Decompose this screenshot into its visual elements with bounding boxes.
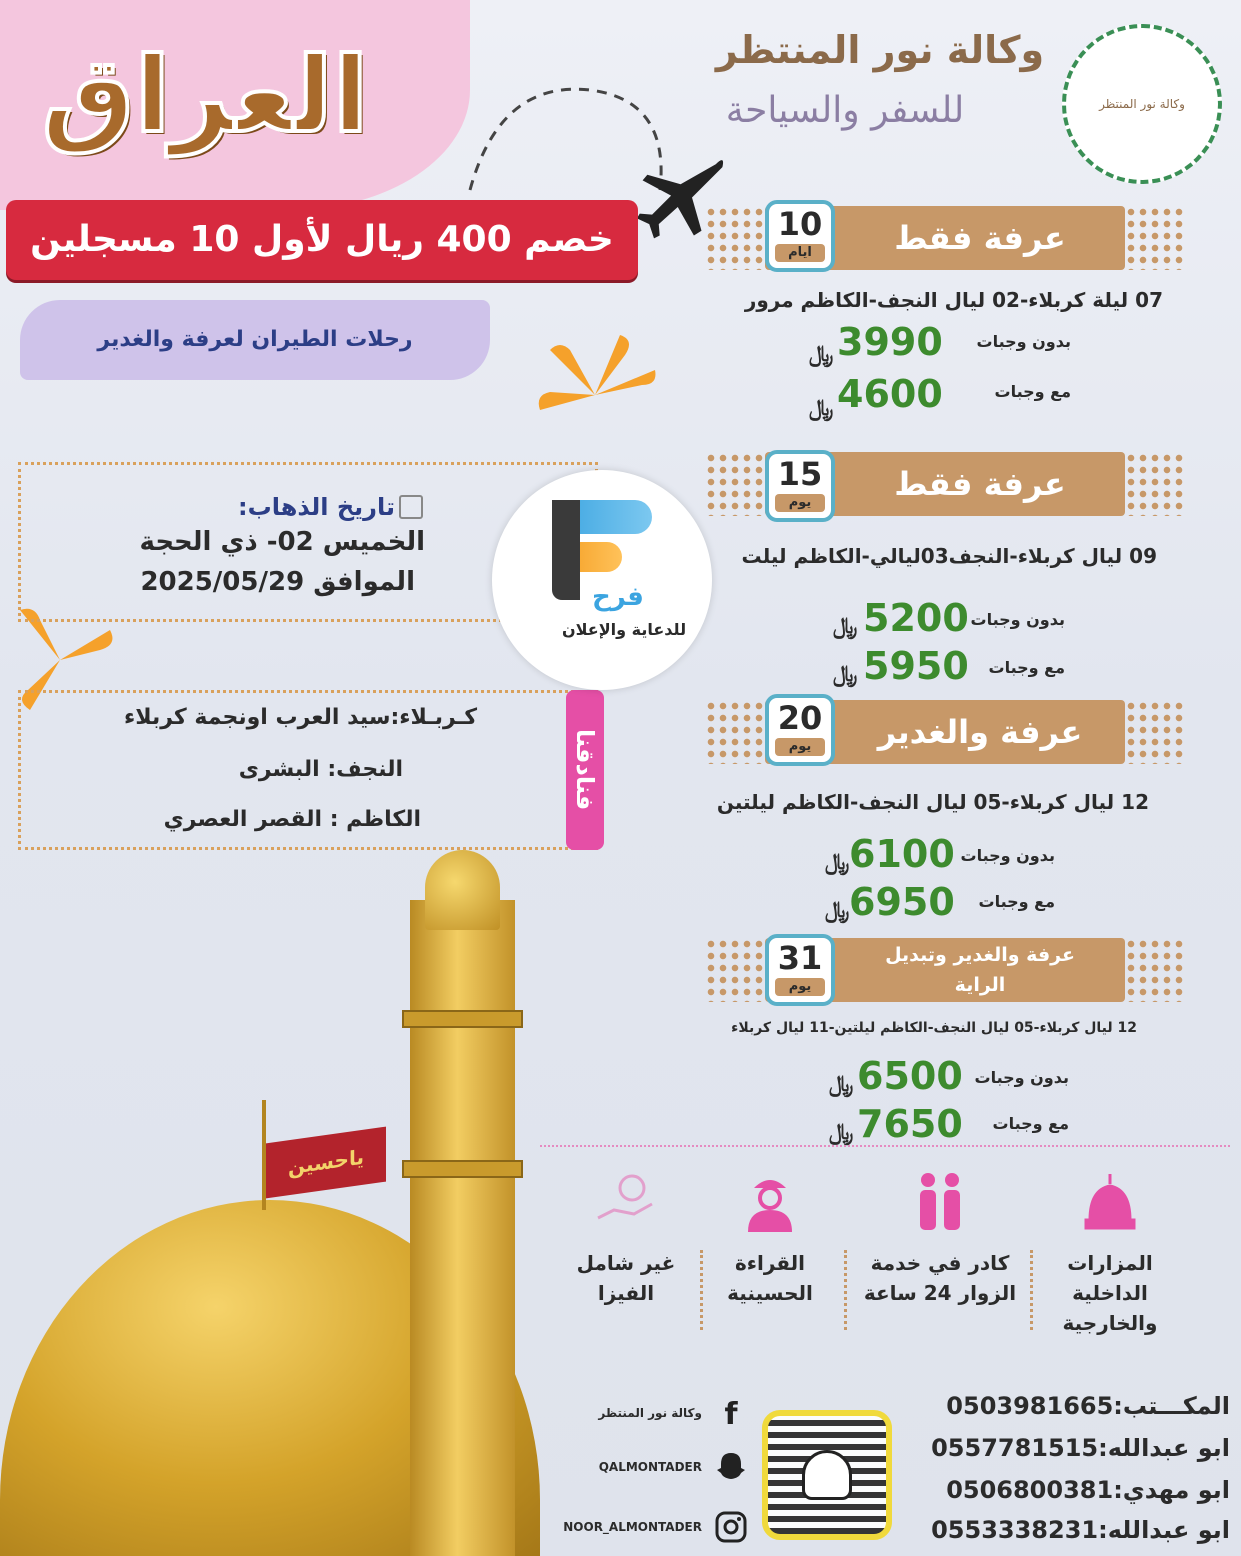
feature-recitation: [700, 1170, 840, 1308]
contact-abu-abdullah-1[interactable]: ابو عبدالله:0557781515: [931, 1434, 1230, 1462]
package-name: عرفة فقط: [765, 206, 1125, 270]
agency-name: وكالة نور المنتظر: [715, 28, 1045, 72]
feature-text-line3: والخارجية: [1062, 1311, 1158, 1335]
days-unit: يوم: [775, 494, 825, 512]
with-meals-price: 4600: [837, 372, 943, 416]
riyal-symbol: ﷼: [809, 342, 834, 367]
days-number: 20: [777, 699, 823, 737]
days-number: 10: [777, 205, 823, 243]
feature-shrines: [1030, 1170, 1190, 1338]
package-3: [705, 694, 1205, 934]
package-2: [705, 450, 1205, 690]
hotel-najaf: النجف: البشرى: [238, 757, 403, 782]
without-meals-label: بدون وجبات: [974, 1068, 1069, 1087]
feature-text-line1: كادر في خدمة: [870, 1251, 1010, 1275]
with-meals-label: مع وجبات: [978, 892, 1055, 911]
contact-abu-abdullah-2[interactable]: ابو عبدالله:0553338231: [931, 1516, 1230, 1544]
reciter-icon: [738, 1170, 802, 1234]
dots-decor: [1125, 452, 1185, 516]
watermark-name: فرح: [592, 582, 644, 612]
package-1: [705, 200, 1205, 430]
riyal-symbol: ﷼: [809, 396, 834, 421]
dots-decor: [1125, 938, 1185, 1002]
feature-text-line2: الفيزا: [597, 1281, 655, 1305]
facebook-handle: وكالة نور المنتظر: [598, 1406, 702, 1420]
snapchat-handle: QALMONTADER: [598, 1460, 702, 1474]
package-days-badge: [765, 450, 835, 522]
package-name: عرفة فقط: [765, 452, 1125, 516]
feature-separator: [1030, 1250, 1034, 1330]
feature-separator: [844, 1250, 848, 1330]
package-name: عرفة والغدير: [765, 700, 1125, 764]
hotels-box: [18, 690, 598, 850]
riyal-symbol: ﷼: [833, 614, 858, 639]
dots-decor: [705, 938, 765, 1002]
social-facebook[interactable]: [520, 1396, 750, 1436]
package-description: 12 ليال كربلاء-05 ليال النجف-الكاظم ليلتين: [716, 790, 1149, 814]
days-number: 31: [777, 939, 823, 977]
with-meals-price: 5950: [863, 644, 969, 688]
departure-date: الموافق 2025/05/29: [140, 567, 415, 597]
watermark-subtitle: للدعاية والإعلان: [562, 620, 687, 639]
with-meals-label: مع وجبات: [992, 1114, 1069, 1133]
feature-visa: [556, 1170, 696, 1308]
minaret-band: [402, 1010, 523, 1028]
agency-logo: [1062, 24, 1222, 184]
people-icon: [908, 1170, 972, 1234]
package-4: [705, 934, 1205, 1144]
dots-decor: [1125, 206, 1185, 270]
riyal-symbol: ﷼: [825, 898, 850, 923]
without-meals-price: 5200: [863, 596, 969, 640]
dots-decor: [705, 452, 765, 516]
feature-text-line2: الحسينية: [727, 1281, 813, 1305]
feature-text-line1: القراءة: [734, 1251, 806, 1275]
hotels-tag: فنادقنا: [566, 690, 604, 850]
without-meals-label: بدون وجبات: [970, 610, 1065, 629]
package-days-badge: [765, 200, 835, 272]
package-description: 12 ليال كربلاء-05 ليال النجف-الكاظم ليلتين-11 ليال كربلاء: [731, 1020, 1137, 1036]
hotel-kadhim: الكاظم : القصر العصري: [163, 807, 421, 832]
days-unit: ايام: [775, 244, 825, 262]
package-name-line1: عرفة والغدير وتبديل: [885, 944, 1075, 966]
without-meals-price: 6100: [849, 832, 955, 876]
flights-banner: رحلات الطيران لعرفة والغدير: [20, 300, 490, 380]
snapchat-icon: [712, 1450, 750, 1488]
feature-text-line2: الزوار 24 ساعة: [863, 1281, 1017, 1305]
riyal-symbol: ﷼: [833, 662, 858, 687]
with-meals-price: 7650: [857, 1102, 963, 1146]
instagram-handle: NOOR_ALMONTADER: [563, 1520, 702, 1534]
minaret-band: [402, 1160, 523, 1178]
departure-day: الخميس 02- ذي الحجة: [139, 527, 425, 557]
social-instagram[interactable]: [520, 1510, 750, 1550]
feature-staff: [850, 1170, 1030, 1308]
without-meals-price: 6500: [857, 1054, 963, 1098]
discount-banner: خصم 400 ريال لأول 10 مسجلين: [6, 200, 638, 280]
with-meals-label: مع وجبات: [988, 658, 1065, 677]
facebook-icon: f: [724, 1397, 738, 1432]
feature-text-line1: المزارات: [1067, 1251, 1153, 1275]
without-meals-label: بدون وجبات: [976, 332, 1071, 351]
features-divider: [540, 1145, 1230, 1147]
contact-office[interactable]: المكـــتب:0503981665: [946, 1392, 1230, 1420]
dots-decor: [705, 206, 765, 270]
riyal-symbol: ﷼: [825, 850, 850, 875]
without-meals-label: بدون وجبات: [960, 846, 1055, 865]
without-meals-price: 3990: [837, 320, 943, 364]
days-unit: يوم: [775, 978, 825, 996]
snapchat-ghost-icon: [802, 1450, 852, 1500]
calendar-icon: [399, 495, 423, 519]
feature-separator: [700, 1250, 704, 1330]
days-number: 15: [777, 455, 823, 493]
departure-title: تاريخ الذهاب:: [238, 493, 395, 521]
package-description: 09 ليال كربلاء-النجف03ليالي-الكاظم ليلت: [741, 544, 1157, 568]
hotel-karbala: كـربـلاء:سيد العرب اونجمة كربلاء: [124, 705, 477, 730]
days-unit: يوم: [775, 738, 825, 756]
riyal-symbol: ﷼: [829, 1120, 854, 1145]
farah-watermark-logo: [492, 470, 712, 690]
shrine-minaret: [410, 900, 515, 1556]
with-meals-price: 6950: [849, 880, 955, 924]
instagram-icon: [712, 1510, 750, 1548]
visa-hand-icon: [594, 1170, 658, 1234]
with-meals-label: مع وجبات: [994, 382, 1071, 401]
riyal-symbol: ﷼: [829, 1072, 854, 1097]
feature-text-line2: الداخلية: [1072, 1281, 1148, 1305]
minaret-top: [425, 850, 500, 930]
feature-text-line1: غير شامل: [576, 1251, 676, 1275]
page-title: العراق: [41, 34, 369, 156]
dots-decor: [1125, 700, 1185, 764]
social-snapchat[interactable]: [520, 1450, 750, 1490]
mosque-dome-icon: [1078, 1170, 1142, 1234]
contact-abu-mahdi[interactable]: ابو مهدي:0506800381: [946, 1476, 1230, 1504]
orange-splash-decor: [530, 330, 660, 460]
package-name-line2: الراية: [954, 974, 1006, 996]
package-days-badge: [765, 934, 835, 1006]
agency-subtitle: للسفر والسياحة: [725, 90, 965, 131]
logo-text: وكالة نور المنتظر: [1099, 97, 1185, 111]
dots-decor: [705, 700, 765, 764]
package-days-badge: [765, 694, 835, 766]
flag: ياحسين: [266, 1127, 386, 1199]
logo-bar-dark: [552, 500, 580, 600]
package-description: 07 ليلة كربلاء-02 ليال النجف-الكاظم مرور: [744, 288, 1163, 312]
